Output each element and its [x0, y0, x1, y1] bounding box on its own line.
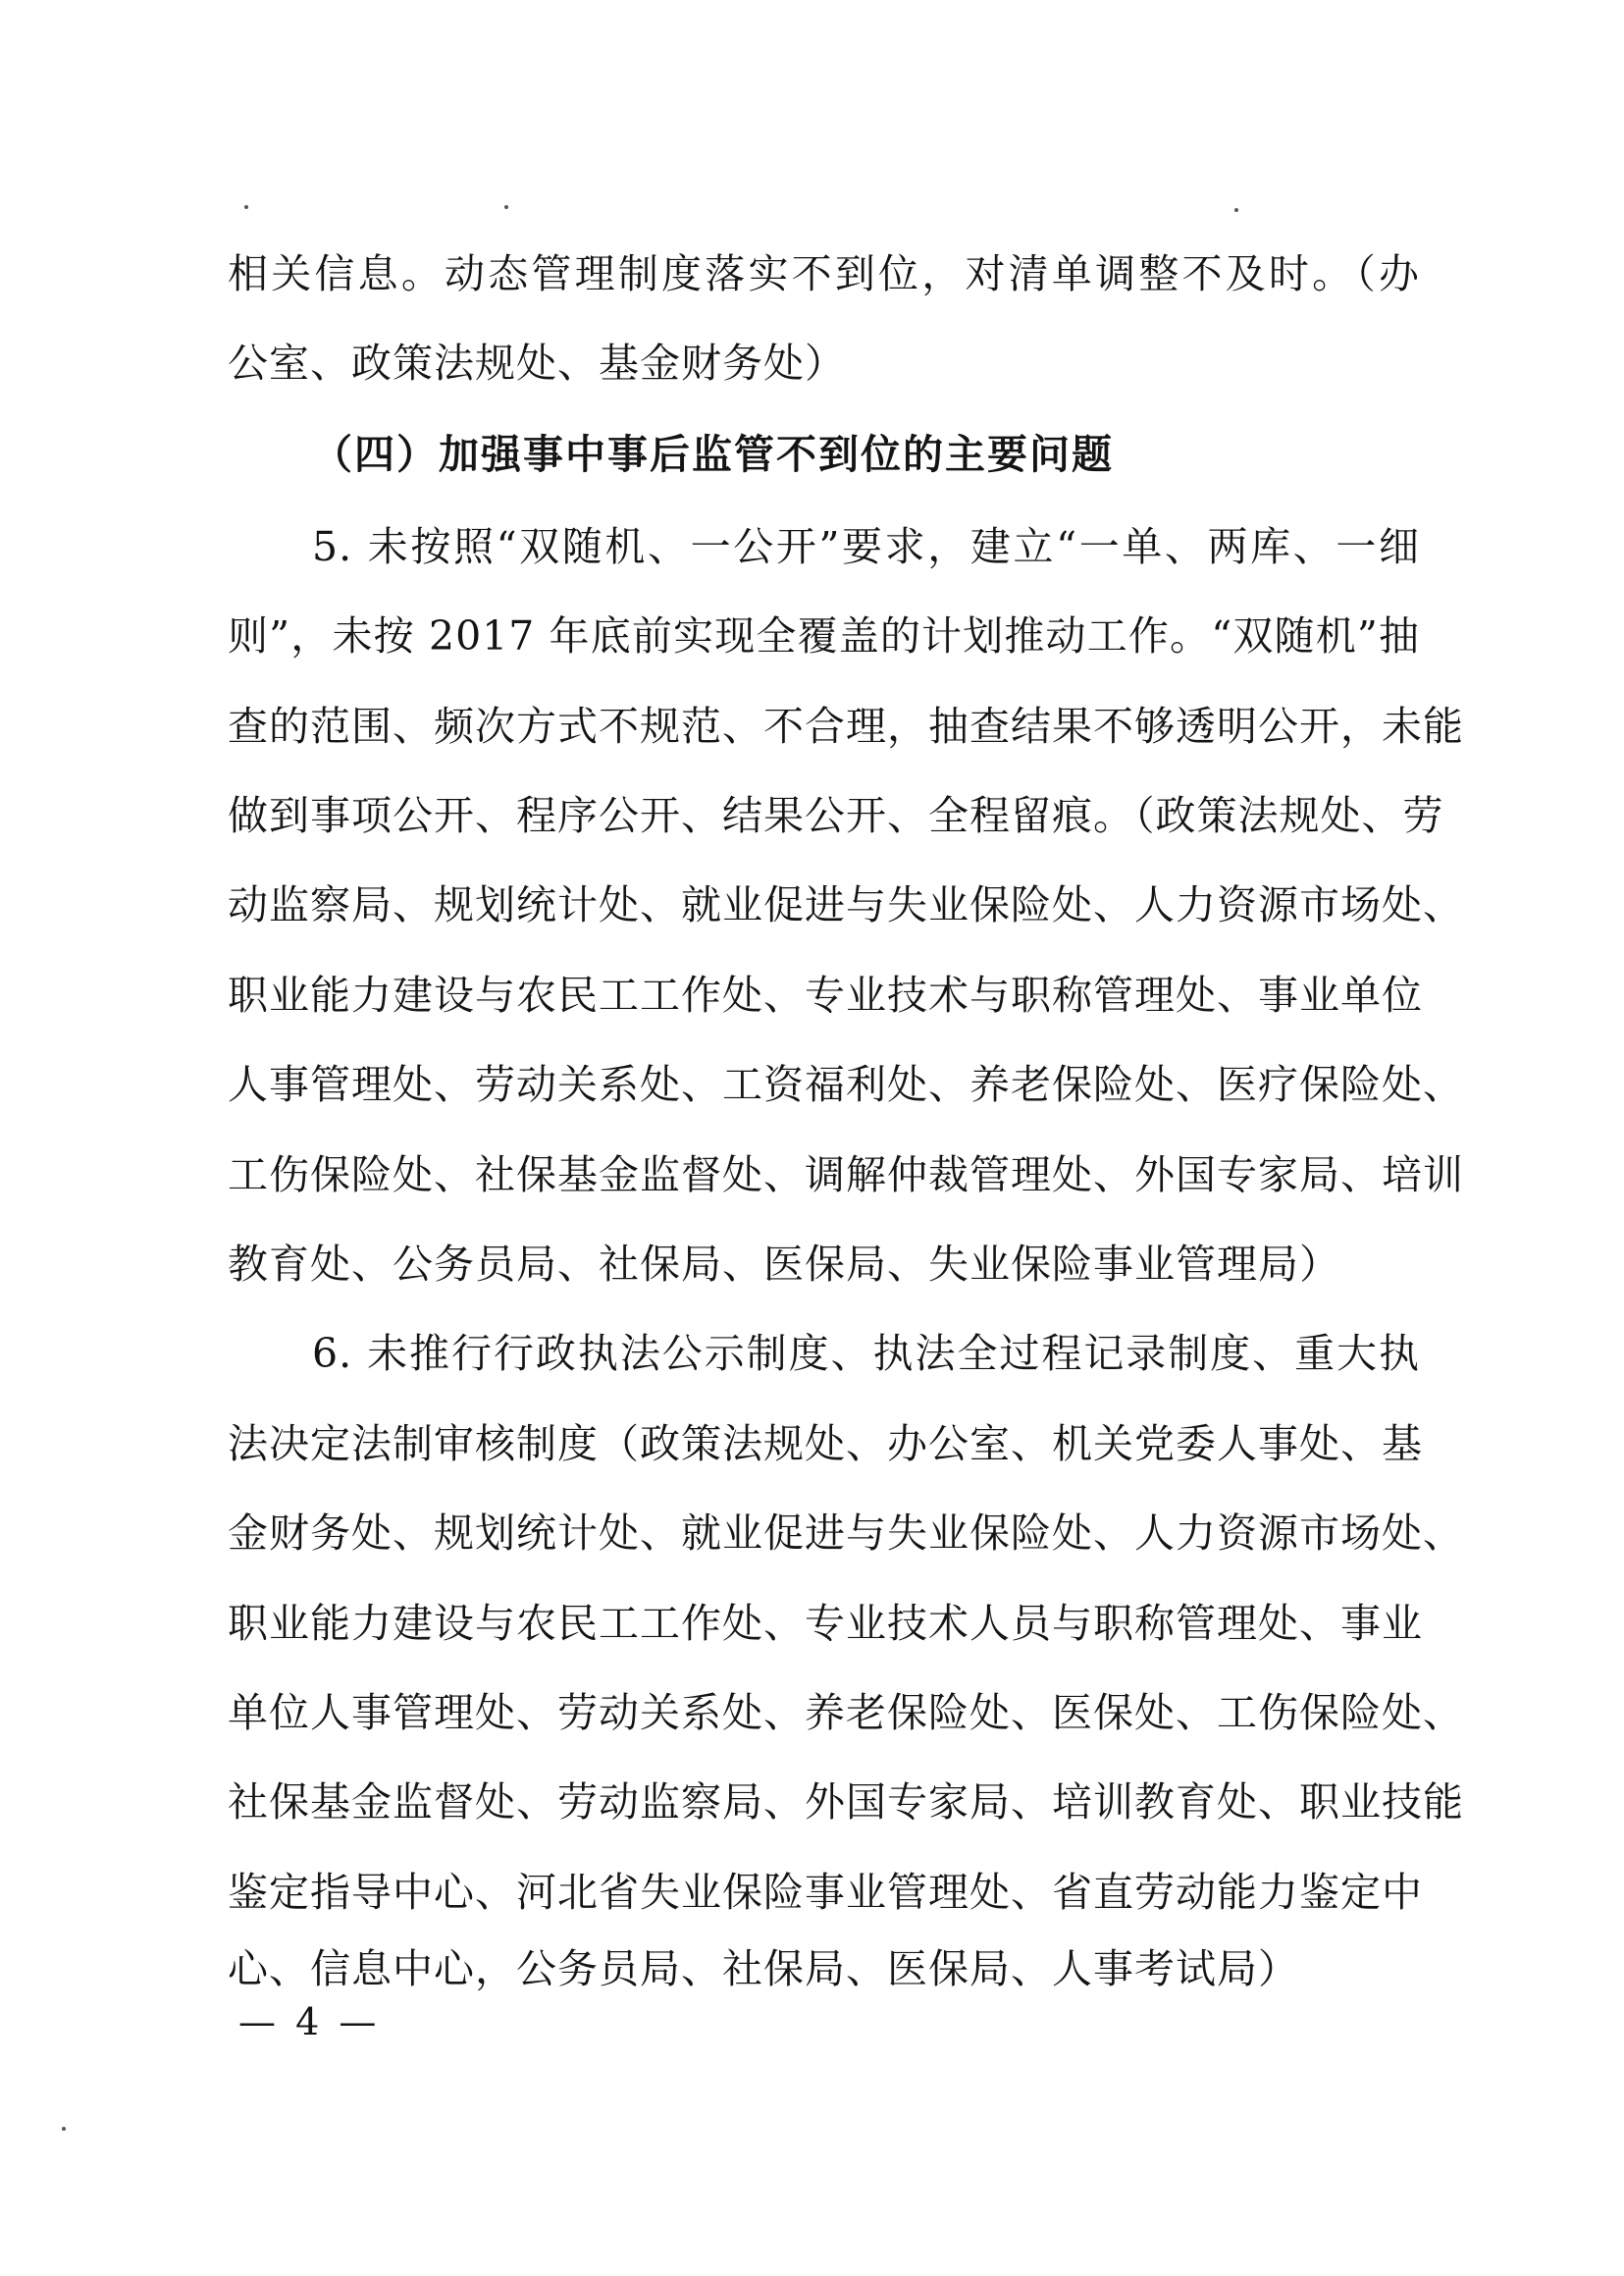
text-line: 教育处、公务员局、社保局、医保局、失业保险事业管理局） [228, 1241, 1340, 1288]
text-line: 6. 未推行行政执法公示制度、执法全过程记录制度、重大执 [312, 1330, 1420, 1377]
scan-speck [62, 2127, 66, 2131]
text-line: 社保基金监督处、劳动监察局、外国专家局、培训教育处、职业技能 [228, 1778, 1464, 1826]
text-line: 单位人事管理处、劳动关系处、养老保险处、医保处、工伤保险处、 [228, 1689, 1464, 1736]
scan-speck [1234, 208, 1238, 212]
text-line: 查的范围、频次方式不规范、不合理，抽查结果不够透明公开，未能 [228, 703, 1464, 750]
text-line: 鉴定指导中心、河北省失业保险事业管理处、省直劳动能力鉴定中 [228, 1869, 1423, 1916]
text-line: 动监察局、规划统计处、就业促进与失业保险处、人力资源市场处、 [228, 881, 1464, 928]
text-line: 人事管理处、劳动关系处、工资福利处、养老保险处、医疗保险处、 [228, 1061, 1464, 1108]
text-line: 工伤保险处、社保基金监督处、调解仲裁管理处、外国专家局、培训 [228, 1151, 1464, 1198]
text-line: 金财务处、规划统计处、就业促进与失业保险处、人力资源市场处、 [228, 1509, 1464, 1557]
text-line: 做到事项公开、程序公开、结果公开、全程留痕。（政策法规处、劳 [228, 792, 1444, 839]
page-number: — 4 — [238, 2000, 381, 2043]
section-heading: （四）加强事中事后监管不到位的主要问题 [312, 431, 1114, 478]
text-line: 公室、政策法规处、基金财务处） [228, 340, 846, 387]
text-line: 职业能力建设与农民工工作处、专业技术与职称管理处、事业单位 [228, 972, 1423, 1019]
scan-speck [504, 205, 508, 209]
text-line: 心、信息中心，公务员局、社保局、医保局、人事考试局） [228, 1945, 1299, 1992]
scan-speck [244, 205, 248, 209]
text-line: 法决定法制审核制度（政策法规处、办公室、机关党委人事处、基 [228, 1420, 1423, 1467]
text-line: 相关信息。动态管理制度落实不到位，对清单调整不及时。（办 [228, 250, 1420, 297]
text-line: 则”，未按 2017 年底前实现全覆盖的计划推动工作。“双随机”抽 [228, 612, 1420, 660]
text-line: 职业能力建设与农民工工作处、专业技术人员与职称管理处、事业 [228, 1600, 1423, 1647]
text-line: 5. 未按照“双随机、一公开”要求，建立“一单、两库、一细 [312, 523, 1420, 570]
